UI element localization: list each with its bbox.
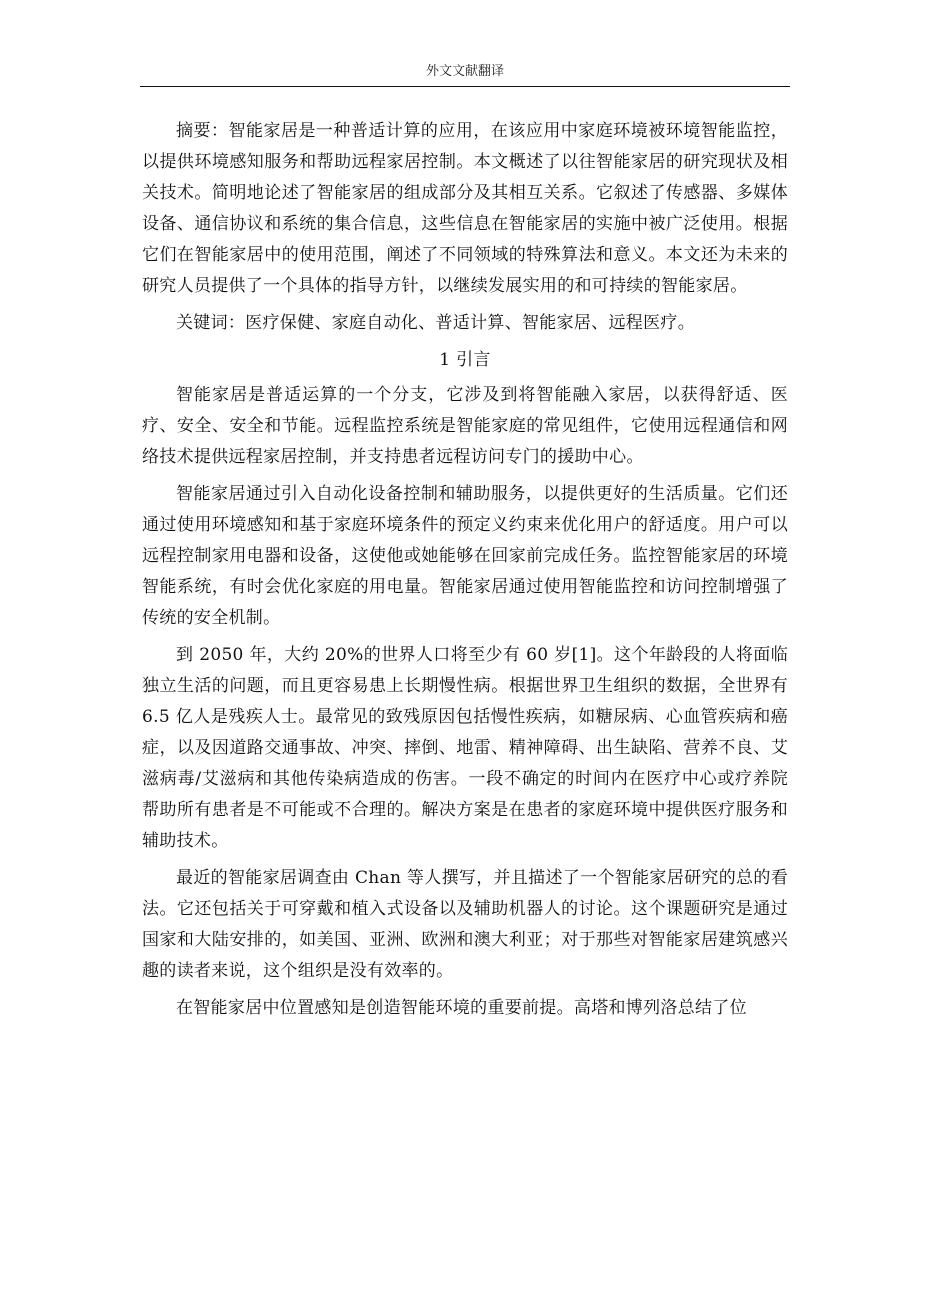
body-paragraph: 智能家居是普适运算的一个分支，它涉及到将智能融入家居，以获得舒适、医疗、安全、安全和节能。远程监控系统是智能家庭的常见组件，它使用远程通信和网络技术提供远程家居控制，并支持患者远程访问专门的援助中心。 bbox=[142, 385, 788, 467]
body-paragraph: 最近的智能家居调查由 Chan 等人撰写，并且描述了一个智能家居研究的总的看法。它还包括关于可穿戴和植入式设备以及辅助机器人的讨论。这个课题研究是通过国家和大陆安排的，如美国、亚洲、欧洲和澳大利亚；对于那些对智能家居建筑感兴趣的读者来说，这个组织是没有效率的。 bbox=[142, 868, 788, 981]
header-divider bbox=[140, 86, 790, 87]
running-header: 外文文献翻译 bbox=[425, 64, 504, 79]
body-paragraph: 在智能家居中位置感知是创造智能环境的重要前提。高塔和博列洛总结了位 bbox=[176, 998, 747, 1018]
abstract-paragraph: 摘要：智能家居是一种普适计算的应用，在该应用中家庭环境被环境智能监控，以提供环境感知服务和帮助远程家居控制。本文概述了以往智能家居的研究现状及相关技术。简明地论述了智能家居的组成部分及其相互关系。它叙述了传感器、多媒体设备、通信协议和系统的集合信息，这些信息在智能家居的实施中被广泛使用。根据它们在智能家居中的使用范围，阐述了不同领域的特殊算法和意义。本文还为未来的研究人员提供了一个具体的指导方针，以继续发展实用的和可持续的智能家居。 bbox=[142, 121, 788, 296]
document-body bbox=[142, 116, 788, 1030]
section-heading: 1 引言 bbox=[439, 350, 491, 370]
body-paragraph: 智能家居通过引入自动化设备控制和辅助服务，以提供更好的生活质量。它们还通过使用环境感知和基于家庭环境条件的预定义约束来优化用户的舒适度。用户可以远程控制家用电器和设备，这使他或她能够在回家前完成任务。监控智能家居的环境智能系统，有时会优化家庭的用电量。智能家居通过使用智能监控和访问控制增强了传统的安全机制。 bbox=[142, 484, 788, 628]
body-paragraph: 到 2050 年，大约 20%的世界人口将至少有 60 岁[1]。这个年龄段的人将面临独立生活的问题，而且更容易患上长期慢性病。根据世界卫生组织的数据，全世界有 6.5 亿人是残疾人士。最常见的致残原因包括慢性疾病，如糖尿病、心血管疾病和癌症，以及因道路交通事故、冲突、摔倒、地雷、精神障碍、出生缺陷、营养不良、艾滋病毒/艾滋病和其他传染病造成的伤害。一段不确定的时间内在医疗中心或疗养院帮助所有患者是不可能或不合理的。解决方案是在患者的家庭环境中提供医疗服务和辅助技术。 bbox=[142, 645, 788, 851]
keywords-paragraph: 关键词：医疗保健、家庭自动化、普适计算、智能家居、远程医疗。 bbox=[176, 313, 695, 333]
